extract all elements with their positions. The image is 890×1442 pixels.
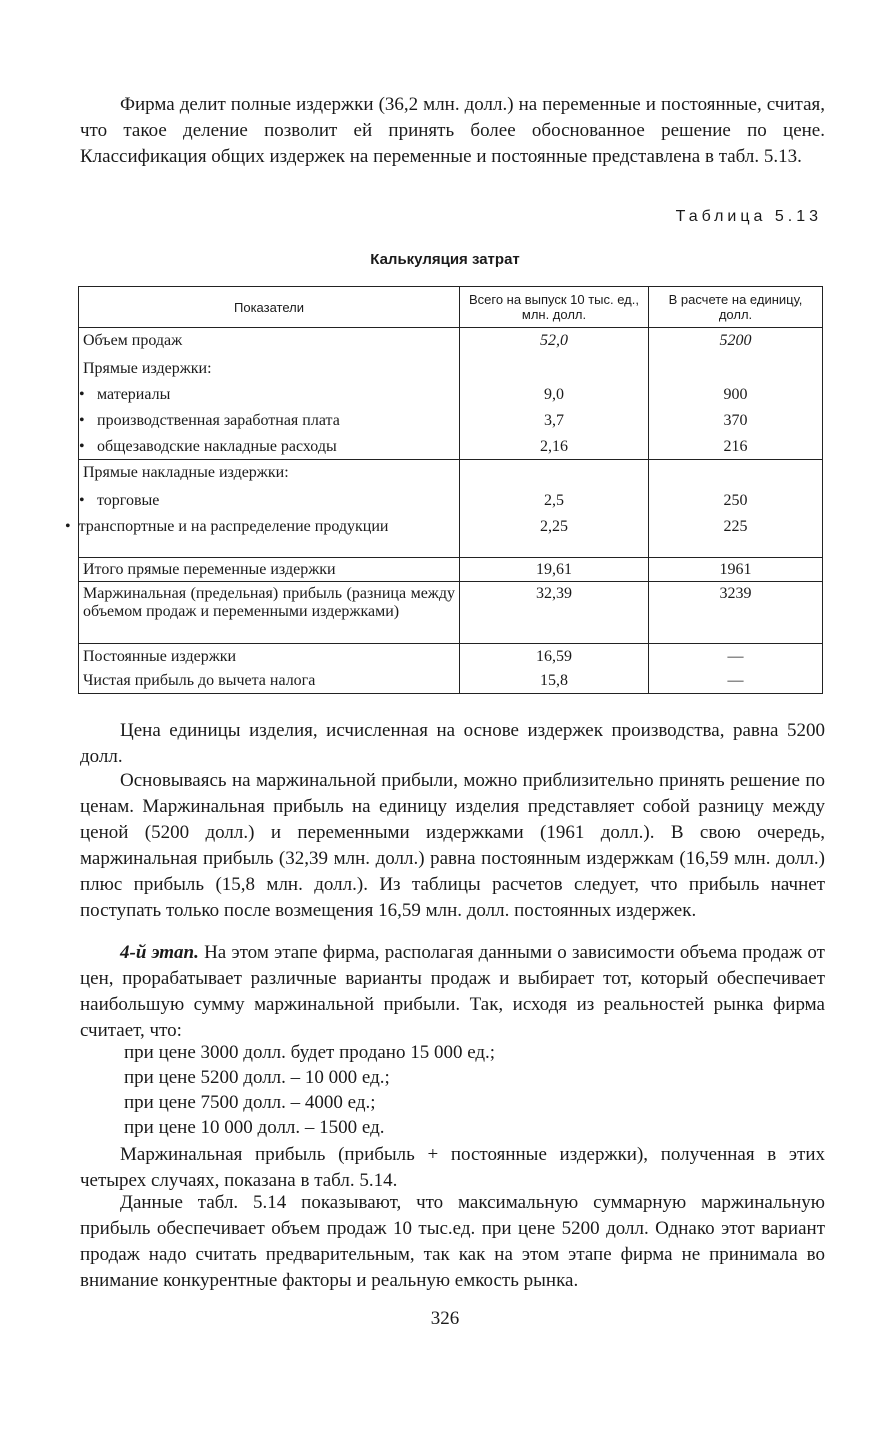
table-row [79,434,823,460]
table-row [79,670,823,694]
row-unit: 3239 [649,582,823,644]
row-unit: — [649,644,823,670]
row-total: 2,16 [460,434,649,460]
table-row [79,356,823,382]
paragraph-marginal-profit: Основываясь на маржинальной прибыли, можно приблизительно принять решение по ценам. Маржинальная прибыль на единицу изделия представляет собой разницу между ценой (5200 долл.) и переменными издержками (1961 долл.). В свою очередь, маржинальная прибыль (32,39 млн. долл.) равна постоянным издержкам (16,59 млн. долл.) плюс прибыль (15,8 млн. долл.). Из таблицы расчетов следует, что прибыль начнет поступать только после возмещения 16,59 млн. долл. постоянных издержек. [80,770,825,921]
price-list [124,1040,495,1140]
table-row [79,408,823,434]
header-total: Всего на выпуск 10 тыс. ед., млн. долл. [460,287,649,328]
row-label: Объем продаж [79,328,460,356]
row-total: 16,59 [460,644,649,670]
row-unit [649,356,823,382]
row-unit: 225 [649,514,823,558]
row-label: Прямые накладные издержки: [79,460,460,488]
row-unit: 900 [649,382,823,408]
row-total: 2,25 [460,514,649,558]
row-total: 52,0 [460,328,649,356]
row-total: 32,39 [460,582,649,644]
row-unit: 5200 [649,328,823,356]
row-total [460,460,649,488]
paragraph-unit-price: Цена единицы изделия, исчисленная на основе издержек производства, равна 5200 долл. [80,720,825,767]
table-row [79,558,823,582]
row-unit: 1961 [649,558,823,582]
row-label: Чистая прибыль до вычета налога [79,670,460,694]
row-label: • торговые [79,488,460,514]
list-item: при цене 5200 долл. – 10 000 ед.; [124,1067,390,1088]
stage-text: На этом этапе фирма, располагая данными о зависимости объема продаж от цен, прорабатывает различные варианты продаж и выбирает тот, который обеспечивает наибольшую сумму маржинальной прибыли. Так, исходя из реальностей рынка фирма считает, что: [80,942,825,1041]
page-number: 326 [430,1308,460,1329]
list-item: при цене 3000 долл. будет продано 15 000 ед.; [124,1042,496,1063]
row-label: Маржинальная (предельная) прибыль (разница между объемом продаж и переменными издержками) [79,582,460,644]
stage-heading: 4-й этап. [120,942,199,963]
table-header-row [79,287,823,328]
row-unit: 250 [649,488,823,514]
row-unit [649,460,823,488]
row-unit: 216 [649,434,823,460]
paragraph-table-reference: Маржинальная прибыль (прибыль + постоянные издержки), полученная в этих четырех случаях, показана в табл. 5.14. [80,1144,825,1191]
row-unit: — [649,670,823,694]
row-total: 3,7 [460,408,649,434]
row-label: Постоянные издержки [79,644,460,670]
cost-table [65,286,823,694]
row-label [65,514,460,558]
table-title: Калькуляция затрат [370,251,520,268]
intro-paragraph: Фирма делит полные издержки (36,2 млн. долл.) на переменные и постоянные, считая, что такое деление позволит ей принять более обоснованное решение по цене. Классификация общих издержек на переменные и постоянные представлена в табл. 5.13. [80,94,825,167]
list-item: при цене 10 000 долл. – 1500 ед. [124,1117,385,1138]
table-row [79,644,823,670]
row-total: 9,0 [460,382,649,408]
row-label: • общезаводские накладные расходы [79,434,460,460]
paragraph-stage-4 [80,940,825,1044]
paragraph-conclusion: Данные табл. 5.14 показывают, что максимальную суммарную маржинальную прибыль обеспечивает объем продаж 10 тыс.ед. при цене 5200 долл. Однако этот вариант продаж надо считать предварительным, так как на этом этапе фирма не принимала во внимание конкурентные факторы и реальную емкость рынка. [80,1192,825,1291]
row-label: Прямые издержки: [79,356,460,382]
header-per-unit: В расчете на единицу, долл. [649,287,823,328]
table-row [79,514,823,558]
table-row [79,328,823,356]
row-label: Итого прямые переменные издержки [79,558,460,582]
table-row [79,382,823,408]
row-label: • производственная заработная плата [79,408,460,434]
table-row [79,582,823,644]
row-unit: 370 [649,408,823,434]
row-total: 19,61 [460,558,649,582]
row-total: 2,5 [460,488,649,514]
list-item: при цене 7500 долл. – 4000 ед.; [124,1092,376,1113]
row-label-text: транспортные и на распределение продукции [78,517,389,535]
header-indicators: Показатели [79,287,460,328]
row-label: • материалы [79,382,460,408]
table-label: Таблица 5.13 [675,208,822,225]
table-row [79,460,823,488]
bullet-marker: • [65,517,79,535]
row-total: 15,8 [460,670,649,694]
table-row [79,488,823,514]
row-total [460,356,649,382]
